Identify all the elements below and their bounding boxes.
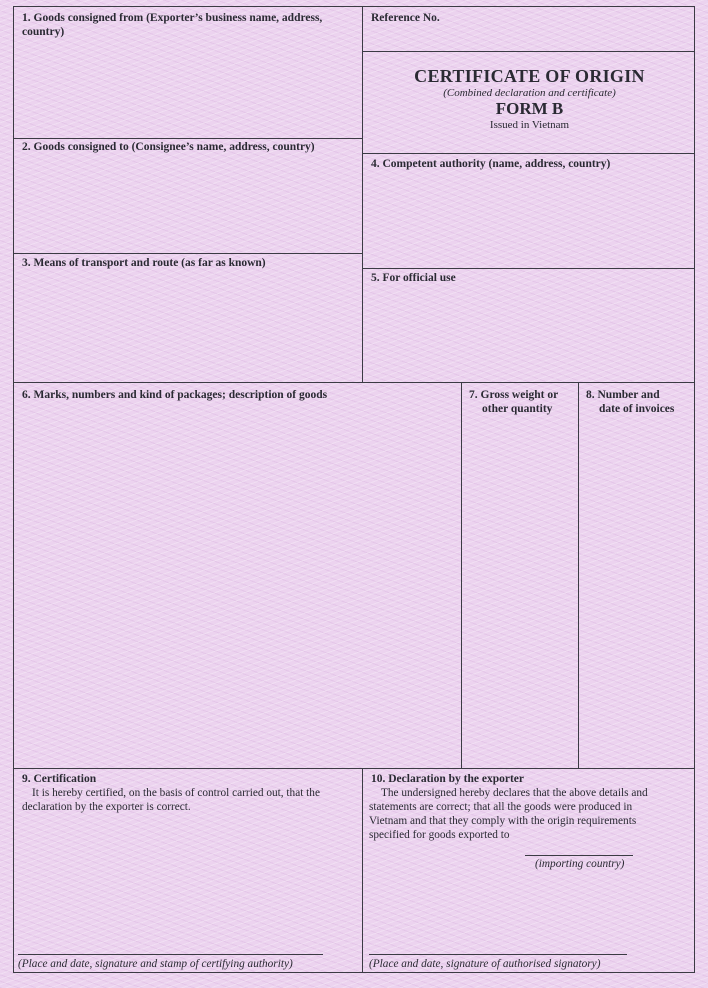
box9-label: 9. Certification: [22, 773, 97, 785]
issued-in: Issued in Vietnam: [489, 119, 570, 131]
box9-signature-field[interactable]: [18, 900, 323, 950]
divider: [362, 153, 695, 154]
box10-signature-field[interactable]: [369, 900, 627, 950]
box8-label: 8. Number and: [586, 389, 660, 401]
certificate-title: CERTIFICATE OF ORIGIN: [414, 66, 645, 86]
box8-field[interactable]: [579, 420, 694, 767]
box7-label-cont: other quantity: [482, 403, 553, 415]
divider: [362, 268, 695, 269]
reference-field[interactable]: [455, 8, 693, 50]
box1-label: 1. Goods consigned from (Exporter’s business name, address,: [22, 12, 323, 24]
title-block: [364, 66, 695, 131]
importing-country-caption: (importing country): [535, 858, 625, 870]
box4-field[interactable]: [363, 172, 694, 267]
box10-signature-line: [369, 954, 627, 955]
box9-signature-line: [18, 954, 323, 955]
box1-label-cont: country): [22, 26, 65, 38]
box7-field[interactable]: [462, 420, 577, 767]
box10-text-4: specified for goods exported to: [369, 829, 510, 841]
certificate-subtitle: (Combined declaration and certificate): [443, 87, 616, 99]
box10-signature-caption: (Place and date, signature of authorised signatory): [369, 958, 601, 970]
box3-label: 3. Means of transport and route (as far as known): [22, 257, 266, 269]
importing-country-line: [525, 855, 633, 856]
reference-label: Reference No.: [371, 12, 440, 24]
box2-field[interactable]: [14, 156, 361, 252]
form-name: FORM B: [495, 99, 564, 118]
divider: [362, 768, 363, 973]
box10-text-3: Vietnam and that they comply with the origin requirements: [369, 815, 637, 827]
box10-label: 10. Declaration by the exporter: [371, 773, 524, 785]
box7-label: 7. Gross weight or: [469, 389, 559, 401]
box2-label: 2. Goods consigned to (Consignee’s name, address, country): [22, 141, 315, 153]
divider: [13, 768, 695, 769]
divider: [13, 253, 362, 254]
importing-country-field[interactable]: [525, 838, 633, 854]
box1-field[interactable]: [14, 42, 361, 137]
box10-text-2: statements are correct; that all the goods were produced in: [369, 801, 633, 813]
box5-label: 5. For official use: [371, 272, 456, 284]
box10-text-1: The undersigned hereby declares that the above details and: [381, 787, 648, 799]
box3-field[interactable]: [14, 272, 361, 381]
box6-field[interactable]: [14, 404, 460, 767]
divider: [362, 51, 695, 52]
box9-text-cont: declaration by the exporter is correct.: [22, 801, 191, 813]
box6-label: 6. Marks, numbers and kind of packages; description of goods: [22, 389, 328, 401]
box5-field[interactable]: [363, 287, 694, 381]
box4-label: 4. Competent authority (name, address, country): [371, 158, 611, 170]
divider: [13, 138, 362, 139]
box9-signature-caption: (Place and date, signature and stamp of certifying authority): [18, 958, 293, 970]
box8-label-cont: date of invoices: [599, 403, 675, 415]
box9-text: It is hereby certified, on the basis of control carried out, that the: [32, 787, 320, 799]
divider: [13, 382, 695, 383]
